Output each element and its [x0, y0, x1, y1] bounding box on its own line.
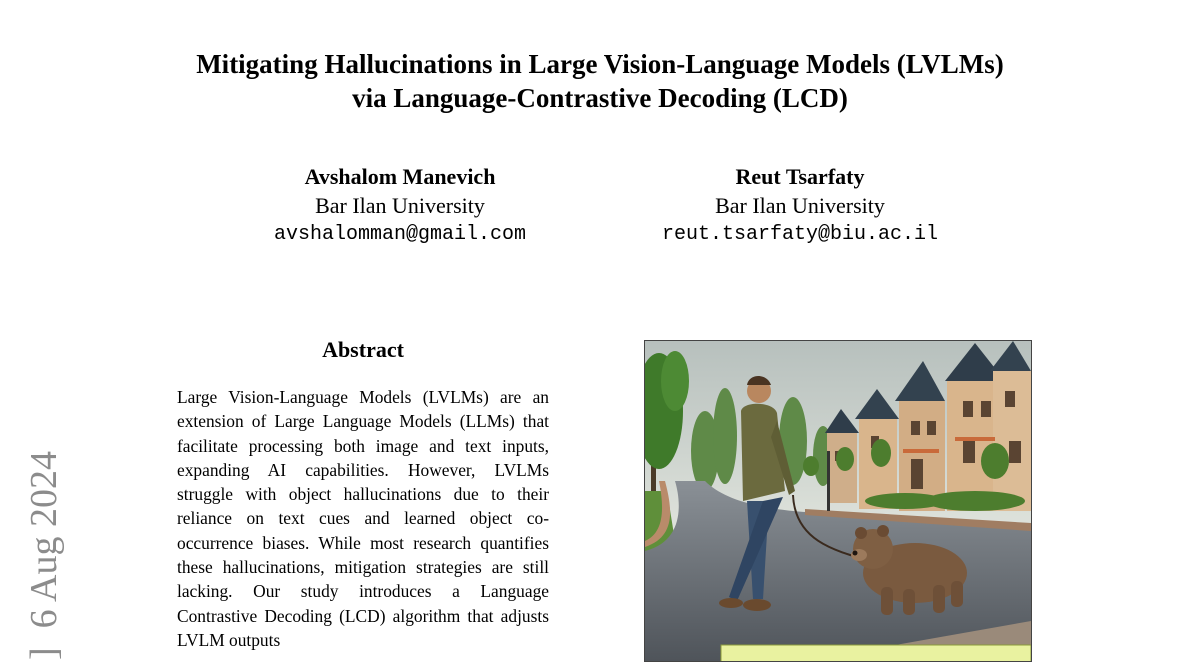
author-affiliation: Bar Ilan University	[315, 193, 485, 218]
caption-box	[721, 645, 1031, 661]
teaser-figure	[644, 340, 1032, 662]
author-block-2	[650, 162, 950, 249]
author-name: Avshalom Manevich	[304, 164, 496, 189]
abstract-heading: Abstract	[322, 337, 404, 362]
lamp-post	[827, 451, 830, 511]
author-affiliation: Bar Ilan University	[715, 193, 885, 218]
author-name: Reut Tsarfaty	[735, 164, 865, 189]
title-line-1: Mitigating Hallucinations in Large Vision-Language Models (LVLMs)	[196, 49, 1004, 79]
paper-title	[0, 47, 1200, 115]
title-line-2: via Language-Contrastive Decoding (LCD)	[352, 83, 848, 113]
man-walking-bear-illustration	[645, 341, 1031, 661]
author-block-1	[250, 162, 550, 249]
arxiv-sidebar-stamp: ] 6 Aug 2024	[23, 451, 65, 660]
abstract-text: Large Vision-Language Models (LVLMs) are an extension of Large Language Models (LLMs) that facilitate processing both image and text inputs, expanding AI capabilities. However, LVLMs struggle with object hallucinations due to their reliance on text cues and learned object co-occurrence biases. While most research quantifies these hallucinations, mitigation strategies are still lacking. Our study introduces a Language Contrastive Decoding (LCD) algorithm that adjusts LVLM outputs	[177, 387, 549, 650]
author-email[interactable]: reut.tsarfaty@biu.ac.il	[661, 223, 939, 246]
author-email[interactable]: avshalomman@gmail.com	[273, 223, 527, 246]
